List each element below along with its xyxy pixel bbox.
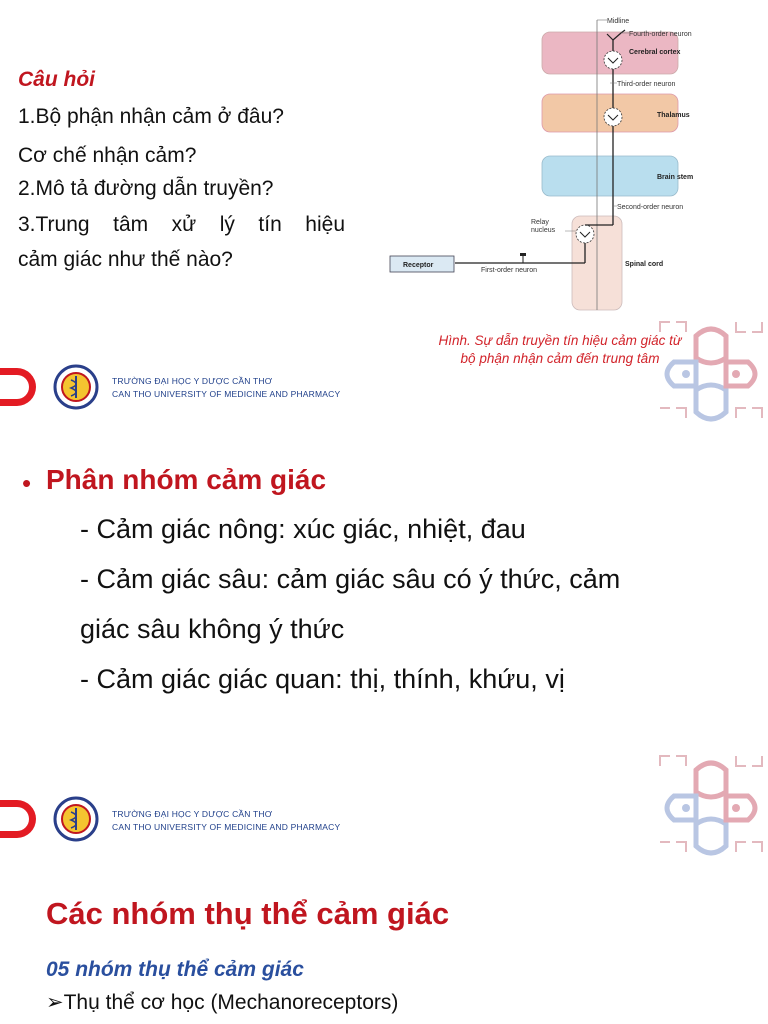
second-order-label: Second-order neuron bbox=[617, 204, 684, 211]
first-order-label: First-order neuron bbox=[481, 267, 538, 274]
red-arc-decoration bbox=[0, 368, 36, 406]
university-name-en: CAN THO UNIVERSITY OF MEDICINE AND PHARMACY bbox=[112, 822, 341, 832]
university-name-vn: TRƯỜNG ĐẠI HỌC Y DƯỢC CẦN THƠ bbox=[112, 376, 273, 386]
relay-label: Relay bbox=[531, 219, 549, 226]
receptors-title: Các nhóm thụ thể cảm giác bbox=[46, 896, 450, 931]
university-logo bbox=[53, 796, 99, 842]
caption-line-1: Hình. Sự dẫn truyền tín hiệu cảm giác từ bbox=[438, 333, 682, 348]
receptors-item-1: ➢Thụ thể cơ học (Mechanoreceptors) bbox=[46, 991, 399, 1014]
fourth-order-label: Fourth-order neuron bbox=[629, 31, 692, 38]
question-3a: 3.Trung tâm xử lý tín hiệu bbox=[18, 213, 345, 236]
university-name-vn: TRƯỜNG ĐẠI HỌC Y DƯỢC CẦN THƠ bbox=[112, 809, 273, 819]
bullet-icon: • bbox=[22, 468, 32, 498]
question-2: 2.Mô tả đường dẫn truyền? bbox=[18, 177, 274, 200]
sensory-pathway-diagram bbox=[385, 14, 735, 314]
section-item-1: - Cảm giác nông: xúc giác, nhiệt, đau bbox=[80, 514, 526, 544]
university-name-en: CAN THO UNIVERSITY OF MEDICINE AND PHARMACY bbox=[112, 389, 341, 399]
thalamus-label: Thalamus bbox=[657, 112, 690, 119]
section-item-2b: giác sâu không ý thức bbox=[80, 614, 345, 644]
third-order-label: Third-order neuron bbox=[617, 81, 676, 88]
red-arc-decoration bbox=[0, 800, 36, 838]
decorative-cross-pattern bbox=[656, 752, 766, 864]
question-1b: Cơ chế nhận cảm? bbox=[18, 144, 197, 167]
spinal-cord-label: Spinal cord bbox=[625, 261, 664, 268]
cortex-synapse-icon bbox=[604, 51, 622, 69]
questions-heading: Câu hỏi bbox=[18, 68, 95, 91]
cerebral-cortex-label: Cerebral cortex bbox=[629, 49, 681, 56]
thalamus-synapse-icon bbox=[604, 108, 622, 126]
question-1a: 1.Bộ phận nhận cảm ở đâu? bbox=[18, 105, 284, 128]
section-item-2a: - Cảm giác sâu: cảm giác sâu có ý thức, cảm bbox=[80, 564, 621, 594]
nucleus-label: nucleus bbox=[531, 227, 556, 234]
receptor-label: Receptor bbox=[403, 262, 434, 269]
receptors-subtitle: 05 nhóm thụ thể cảm giác bbox=[46, 958, 304, 981]
section-item-3: - Cảm giác giác quan: thị, thính, khứu, vị bbox=[80, 664, 565, 694]
university-logo bbox=[53, 364, 99, 410]
question-3b: cảm giác như thế nào? bbox=[18, 248, 233, 271]
midline-label: Midline bbox=[607, 18, 630, 25]
section-title: Phân nhóm cảm giác bbox=[46, 464, 327, 495]
relay-nucleus-icon bbox=[576, 225, 594, 243]
caption-line-2: bộ phận nhận cảm đến trung tâm bbox=[460, 351, 660, 366]
decorative-cross-pattern bbox=[656, 318, 766, 430]
brain-stem-label: Brain stem bbox=[657, 174, 694, 181]
